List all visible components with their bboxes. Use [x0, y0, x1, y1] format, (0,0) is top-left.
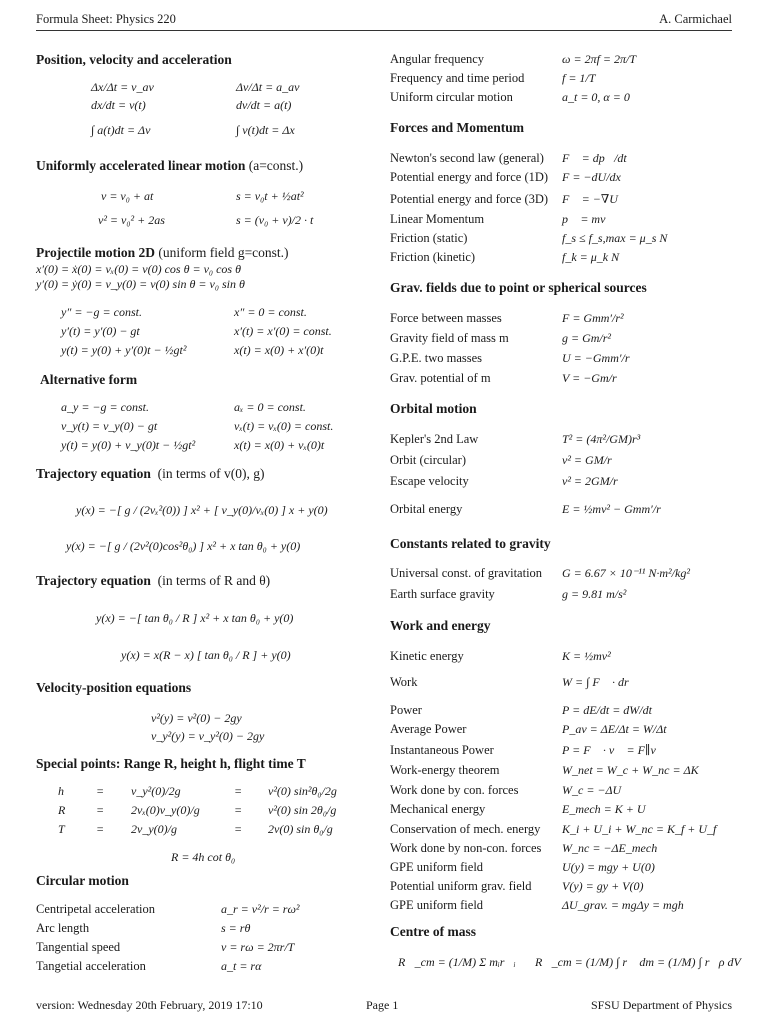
formula-row [390, 802, 735, 820]
formula: G = 6.67 × 10⁻¹¹ N·m²/kg² [562, 566, 690, 580]
formula: a_r = v²/r = rω² [221, 902, 300, 916]
formula: P = dE/dt = dW/dt [562, 703, 652, 717]
formula: ω = 2πf = 2π/T [562, 52, 637, 66]
formula-label: Force between masses [390, 311, 502, 325]
formula: T² = (4π²/GM)r³ [562, 432, 641, 446]
formula-label: Frequency and time period [390, 71, 525, 85]
formula-label: Centripetal acceleration [36, 902, 156, 916]
formula-label: Potential uniform grav. field [390, 879, 532, 893]
formula-label: Arc length [36, 921, 90, 935]
formula: a_t = 0, α = 0 [562, 90, 630, 104]
formula: x′(t) = x′(0) = const. [234, 324, 332, 338]
formula: x′(0) = ẋ(0) = vₓ(0) = v(0) cos θ = v₀ cos θ [36, 262, 241, 276]
formula-label: Work [390, 675, 418, 689]
formula-label: Work-energy theorem [390, 763, 500, 777]
formula: g = Gm/r² [562, 331, 612, 345]
formula-label: Uniform circular motion [390, 90, 513, 104]
section-title-traj1 [36, 466, 264, 482]
equals: = [96, 822, 105, 836]
formula-label: GPE uniform field [390, 860, 484, 874]
formula-label: Tangential speed [36, 940, 121, 954]
section-title-forces: Forces and Momentum [390, 120, 524, 135]
formula: vₓ(t) = vₓ(0) = const. [234, 419, 334, 433]
formula: R⃗_cm = (1/M) Σ mᵢr⃗ᵢ [398, 955, 516, 969]
formula: v² = 2GM/r [562, 474, 618, 488]
formula: v_y²(y) = v_y²(0) − 2gy [151, 729, 265, 743]
formula: ∫ v(t)dt = Δx [236, 123, 295, 137]
section-subtitle: (in terms of R and θ) [157, 573, 271, 588]
section-title-traj2 [36, 573, 270, 589]
formula: v²(0) sin²θ₀/2g [268, 784, 337, 798]
formula: g = 9.81 m/s² [562, 587, 627, 601]
formula-row [390, 331, 735, 349]
formula-row [390, 90, 735, 108]
formula-row [390, 212, 735, 230]
equals: = [234, 803, 243, 817]
formula: E_mech = K + U [562, 802, 646, 816]
section-title-const: Constants related to gravity [390, 536, 551, 551]
formula: F⃗ = dp⃗/dt [562, 151, 627, 165]
formula: y(x) = −[ g / (2vₓ²(0)) ] x² + [ v_y(0)/vₓ(0) ] x + y(0) [76, 503, 328, 517]
formula-row [390, 231, 735, 249]
section-subtitle: (in terms of v(0), g) [157, 466, 265, 481]
formula: v²(0) sin 2θ₀/g [268, 803, 337, 817]
formula-label: Tangetial acceleration [36, 959, 146, 973]
formula-row [36, 921, 371, 939]
formula-label: Orbital energy [390, 502, 463, 516]
section-title-text: Trajectory equation [36, 573, 151, 588]
equals: = [96, 784, 105, 798]
formula-row [390, 841, 735, 859]
section-subtitle: (uniform field g=const.) [158, 245, 289, 260]
formula-row [390, 722, 735, 740]
formula-row [390, 860, 735, 878]
section-title-text: Uniformly accelerated linear motion [36, 158, 246, 173]
formula-row [390, 311, 735, 329]
section-title-vp: Velocity-position equations [36, 680, 192, 695]
formula-row [36, 959, 371, 977]
formula-label: Escape velocity [390, 474, 469, 488]
formula-label: Grav. potential of m [390, 371, 491, 385]
formula: R⃗_cm = (1/M) ∫ r⃗ dm = (1/M) ∫ r⃗ρ dV [535, 955, 741, 969]
section-title-special: Special points: Range R, height h, flight time T [36, 756, 306, 771]
formula: P = F⃗ · v⃗ = F∥v [562, 743, 656, 757]
formula: P_av = ΔE/Δt = W/Δt [562, 722, 667, 736]
formula: y′(0) = ẏ(0) = v_y(0) = v(0) sin θ = v₀ sin θ [36, 277, 245, 291]
formula: ΔU_grav. = mgΔy = mgh [562, 898, 684, 912]
formula-row [390, 783, 735, 801]
formula: U(y) = mgy + U(0) [562, 860, 655, 874]
formula: v_y(t) = v_y(0) − gt [61, 419, 158, 433]
formula-row [390, 52, 735, 70]
formula: dx/dt = v(t) [91, 98, 146, 112]
equals: = [96, 803, 105, 817]
formula-label: Earth surface gravity [390, 587, 495, 601]
equals: = [234, 784, 243, 798]
formula: v = rω = 2πr/T [221, 940, 295, 954]
formula: ∫ a(t)dt = Δv [91, 123, 151, 137]
formula: F⃗ = −∇U [562, 192, 618, 206]
section-title-ualm [36, 158, 303, 174]
formula-label: G.P.E. two masses [390, 351, 483, 365]
formula: V = −Gm/r [562, 371, 617, 385]
formula: v² = v₀² + 2as [98, 213, 165, 227]
formula: W_net = W_c + W_nc = ΔK [562, 763, 699, 777]
formula-label: Newton's second law (general) [390, 151, 544, 165]
formula-row [390, 250, 735, 268]
formula: x″ = 0 = const. [234, 305, 307, 319]
symbol: h [58, 784, 64, 798]
formula: U = −Gmm′/r [562, 351, 630, 365]
section-title-circ: Circular motion [36, 873, 129, 888]
formula: a_y = −g = const. [61, 400, 149, 414]
symbol: R [58, 803, 66, 817]
formula: E = ½mv² − Gmm′/r [562, 502, 661, 516]
formula-row [36, 940, 371, 958]
formula: s = v₀t + ½at² [236, 189, 304, 203]
formula-label: Average Power [390, 722, 467, 736]
formula: s = rθ [221, 921, 251, 935]
formula: W_nc = −ΔE_mech [562, 841, 658, 855]
formula-label: Work done by con. forces [390, 783, 519, 797]
formula: F = Gmm′/r² [562, 311, 624, 325]
footer-page-number: Page 1 [366, 998, 399, 1012]
formula-row [390, 192, 735, 210]
formula-label: Instantaneous Power [390, 743, 494, 757]
formula: K = ½mv² [562, 649, 611, 663]
formula: v²(y) = v²(0) − 2gy [151, 711, 242, 725]
formula: y′(t) = y′(0) − gt [61, 324, 140, 338]
formula-label: Gravity field of mass m [390, 331, 509, 345]
formula-row [390, 649, 735, 667]
formula-row [390, 898, 735, 916]
formula-row [390, 763, 735, 781]
formula: aₓ = 0 = const. [234, 400, 306, 414]
formula: 2v_y(0)/g [131, 822, 177, 836]
section-title-text: Trajectory equation [36, 466, 151, 481]
section-title-orbital: Orbital motion [390, 401, 477, 416]
formula-row [390, 502, 735, 520]
formula-row [390, 371, 735, 389]
formula: v_y²(0)/2g [131, 784, 181, 798]
formula-row [390, 151, 735, 169]
footer-version: version: Wednesday 20th February, 2019 17:10 [36, 998, 263, 1012]
section-title-pva: Position, velocity and acceleration [36, 52, 232, 67]
formula-label: Power [390, 703, 422, 717]
formula: W = ∫ F⃗ · dr⃗ [562, 675, 639, 689]
formula-row [390, 703, 735, 721]
formula: x(t) = x(0) + vₓ(0)t [234, 438, 325, 452]
section-title-work: Work and energy [390, 618, 491, 633]
section-title-alt: Alternative form [40, 372, 138, 387]
formula-row [390, 474, 735, 492]
formula-label: Potential energy and force (3D) [390, 192, 549, 206]
formula-label: Kinetic energy [390, 649, 464, 663]
formula: Δv/Δt = a_av [236, 80, 300, 94]
formula-label: Potential energy and force (1D) [390, 170, 549, 184]
equals: = [234, 822, 243, 836]
formula-row [390, 743, 735, 761]
formula-label: Angular frequency [390, 52, 485, 66]
formula: dv/dt = a(t) [236, 98, 292, 112]
formula-row [390, 351, 735, 369]
formula: s = (v₀ + v)/2 · t [236, 213, 314, 227]
formula-row [390, 822, 735, 840]
formula-row [390, 566, 735, 584]
header-title: Formula Sheet: Physics 220 [36, 12, 176, 26]
formula: y(x) = −[ g / (2v²(0)cos²θ₀) ] x² + x tan θ₀ + y(0) [66, 539, 301, 553]
formula-row [390, 587, 735, 605]
formula: W_c = −ΔU [562, 783, 622, 797]
section-subtitle: (a=const.) [248, 158, 304, 173]
formula: v = v₀ + at [101, 189, 154, 203]
header-author: A. Carmichael [659, 12, 732, 26]
formula: f_k = μ_k N [562, 250, 620, 264]
formula: a_t = rα [221, 959, 262, 973]
formula: R = 4h cot θ₀ [171, 850, 236, 864]
formula: y″ = −g = const. [61, 305, 142, 319]
formula-label: Work done by non-con. forces [390, 841, 542, 855]
formula-label: Orbit (circular) [390, 453, 467, 467]
formula: x(t) = x(0) + x′(0)t [234, 343, 324, 357]
formula: f_s ≤ f_s,max = μ_s N [562, 231, 668, 245]
symbol: T [58, 822, 65, 836]
formula: v² = GM/r [562, 453, 612, 467]
formula-row [390, 170, 735, 188]
formula-row [390, 453, 735, 471]
formula-label: Friction (static) [390, 231, 468, 245]
page-header [36, 10, 732, 31]
formula-label: GPE uniform field [390, 898, 484, 912]
section-title-proj [36, 245, 289, 261]
section-title-text: Projectile motion 2D [36, 245, 155, 260]
formula-label: Universal const. of gravitation [390, 566, 543, 580]
formula: 2vₓ(0)v_y(0)/g [131, 803, 200, 817]
formula: p⃗ = mv⃗ [562, 212, 615, 226]
formula-row [36, 902, 371, 920]
section-title-grav: Grav. fields due to point or spherical sources [390, 280, 647, 295]
formula-row [390, 675, 735, 693]
formula: y(x) = x(R − x) [ tan θ₀ / R ] + y(0) [121, 648, 291, 662]
formula: y(t) = y(0) + v_y(0)t − ½gt² [61, 438, 196, 452]
formula-label: Conservation of mech. energy [390, 822, 541, 836]
formula-label: Friction (kinetic) [390, 250, 476, 264]
formula-row [390, 71, 735, 89]
formula: V(y) = gy + V(0) [562, 879, 644, 893]
formula-label: Mechanical energy [390, 802, 486, 816]
formula-row [390, 879, 735, 897]
formula-label: Kepler's 2nd Law [390, 432, 479, 446]
footer-department: SFSU Department of Physics [591, 998, 732, 1012]
formula-row [390, 432, 735, 450]
formula: K_i + U_i + W_nc = K_f + U_f [562, 822, 717, 836]
formula: F = −dU/dx [562, 170, 621, 184]
section-title-com: Centre of mass [390, 924, 476, 939]
formula: y(x) = −[ tan θ₀ / R ] x² + x tan θ₀ + y(0) [96, 611, 294, 625]
formula: 2v(0) sin θ₀/g [268, 822, 333, 836]
formula: y(t) = y(0) + y′(0)t − ½gt² [61, 343, 187, 357]
formula: f = 1/T [562, 71, 596, 85]
formula-label: Linear Momentum [390, 212, 485, 226]
formula: Δx/Δt = v_av [91, 80, 154, 94]
